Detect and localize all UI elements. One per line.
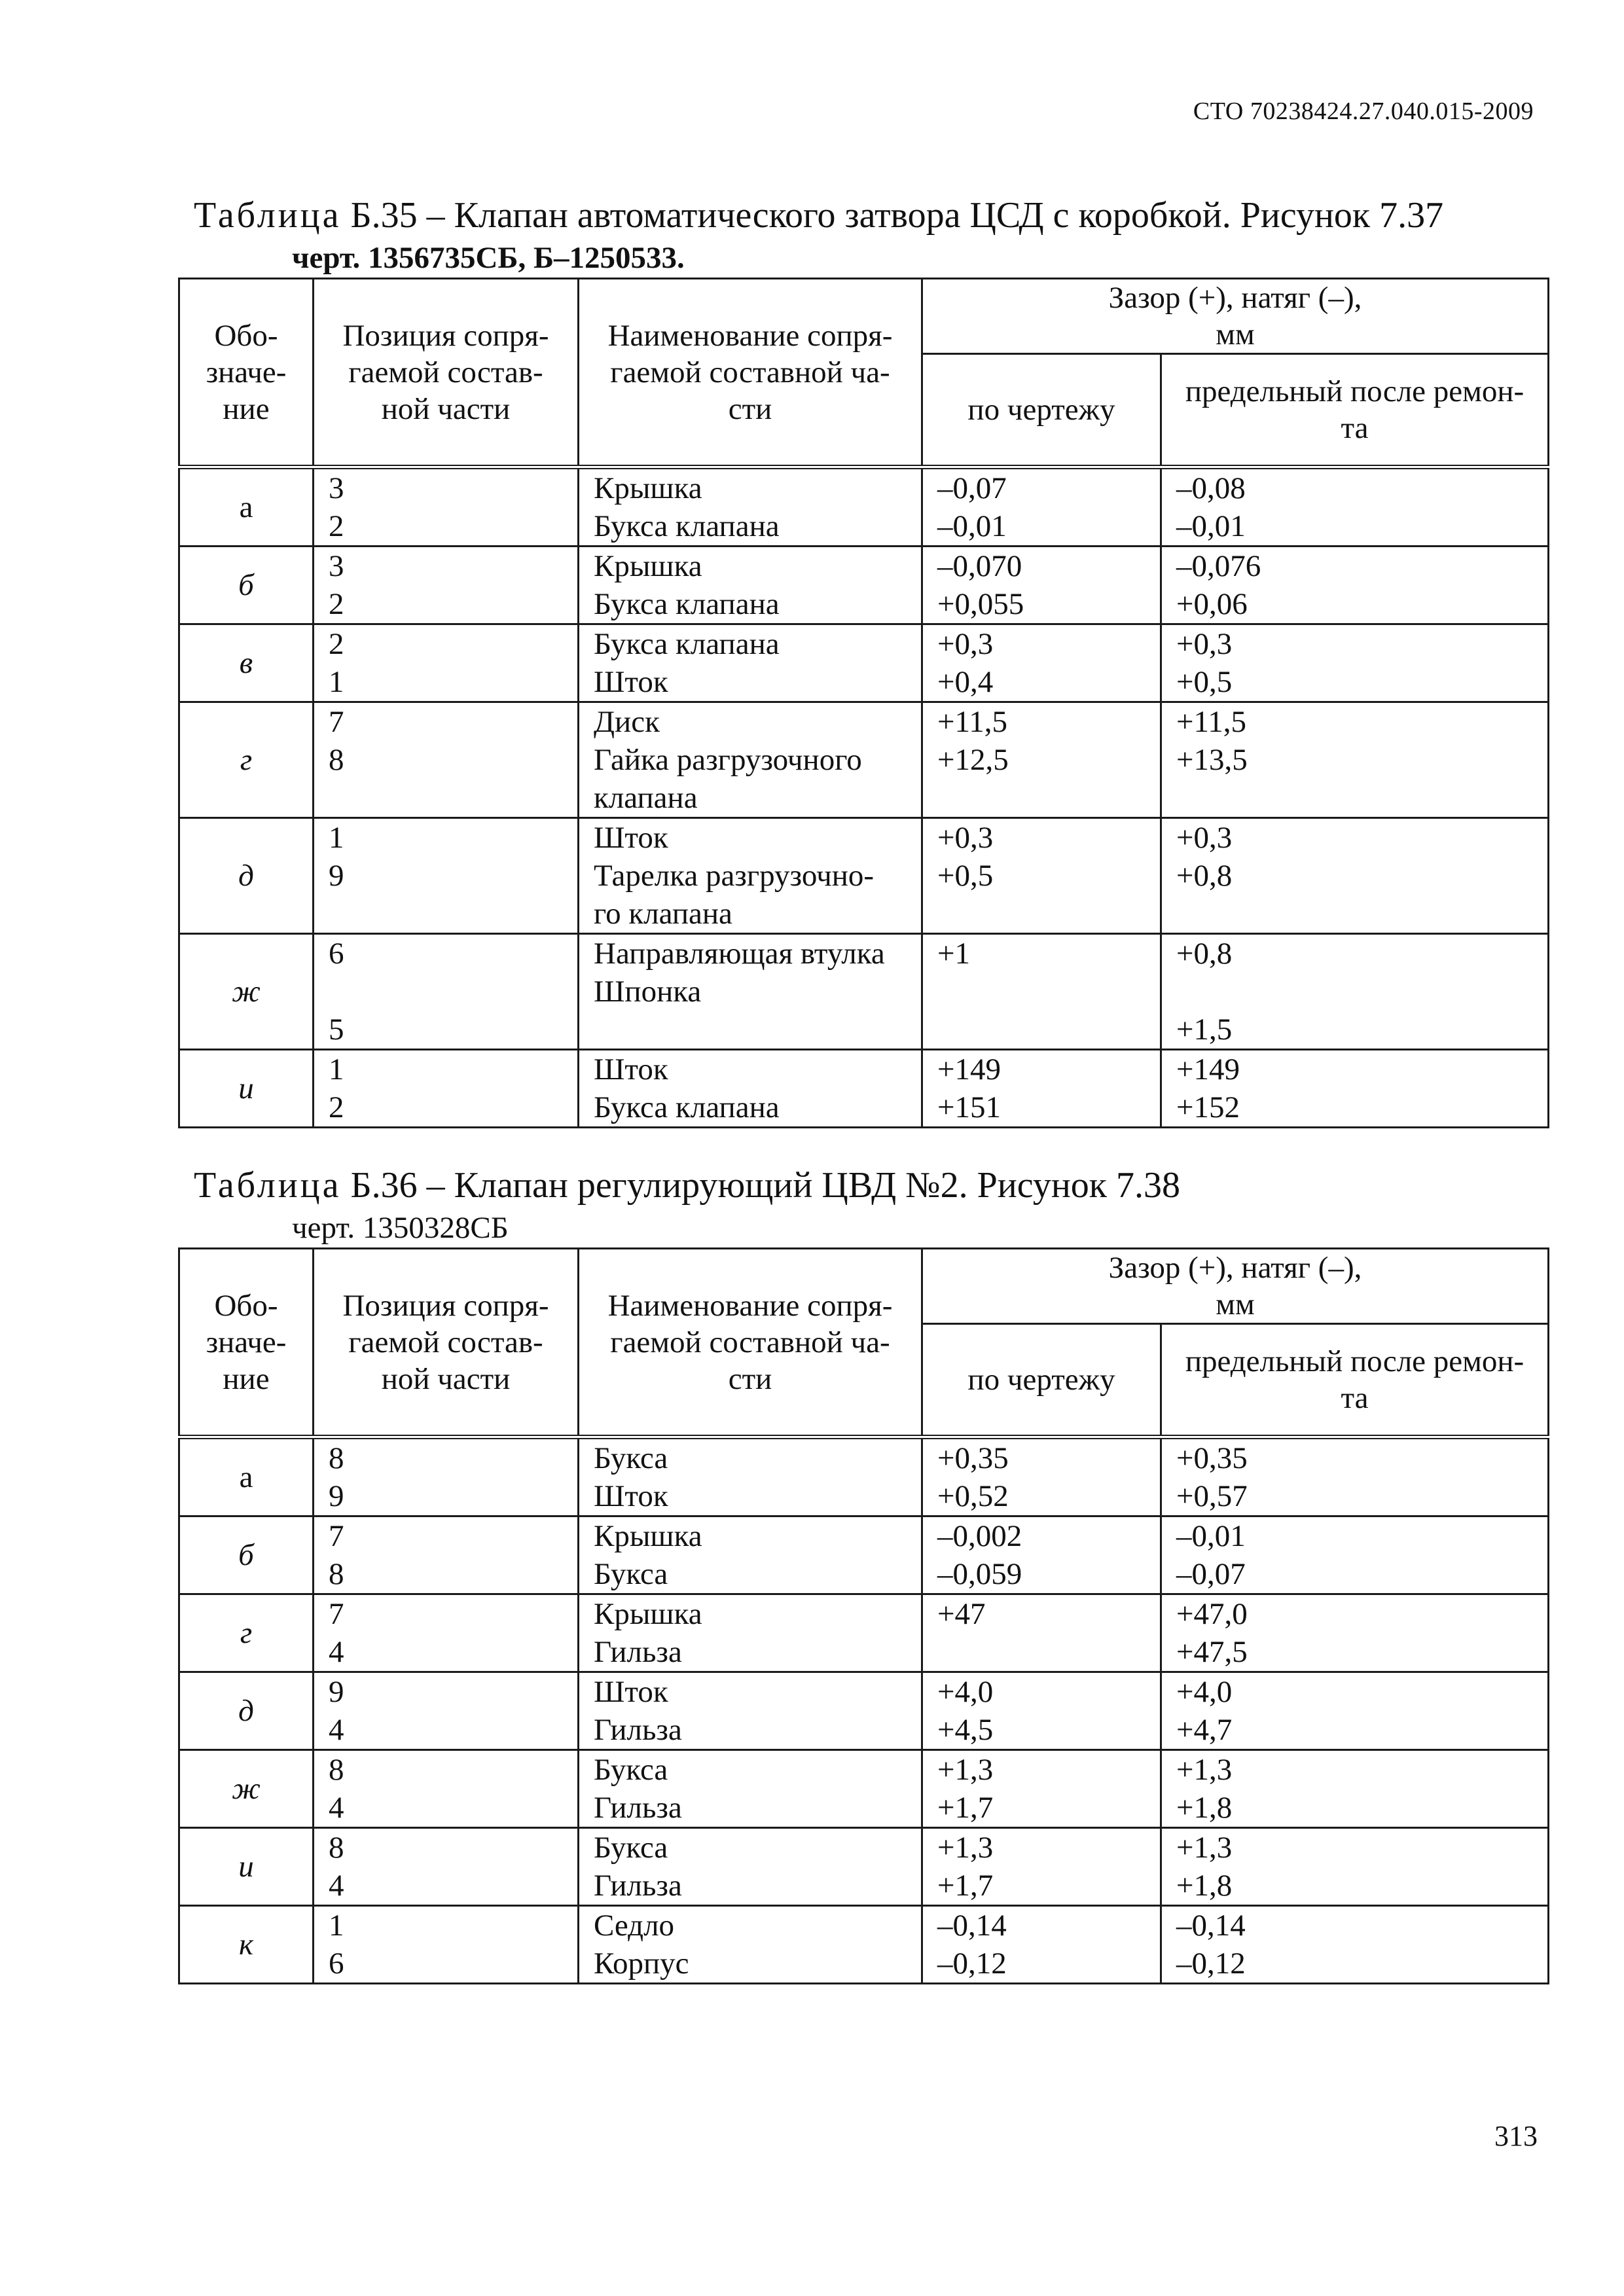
part-name-value: Букса: [594, 1441, 668, 1475]
position-value: 4: [329, 1635, 344, 1669]
limit-cell: [1161, 1594, 1549, 1672]
part-name-cell: [579, 1437, 922, 1516]
table-row: [179, 467, 1549, 547]
part-name-value: Букса: [594, 1753, 668, 1787]
by-drawing-cell: [922, 934, 1161, 1050]
by-drawing-value: [937, 779, 1160, 817]
part-name-value: Гильза: [594, 1713, 682, 1747]
header-limit-line: та: [1341, 411, 1369, 445]
limit-value: +4,0: [1176, 1675, 1233, 1709]
table-row: [179, 702, 1549, 818]
limit-cell: [1161, 624, 1549, 702]
limit-value: +1,8: [1176, 1791, 1233, 1825]
by-drawing-value: –0,07: [937, 471, 1007, 505]
header-limit-line: предельный после ремон-: [1185, 1344, 1525, 1378]
position-cell: [314, 1672, 579, 1750]
table-b35: [178, 278, 1549, 1128]
position-value: 2: [329, 1090, 344, 1124]
part-name-cell: [579, 1050, 922, 1128]
position-cell: [314, 624, 579, 702]
header-part-name: [579, 1249, 922, 1437]
position-cell: [314, 1594, 579, 1672]
by-drawing-value: +4,0: [937, 1675, 994, 1709]
header-position: [314, 1249, 579, 1437]
by-drawing-value: –0,059: [937, 1557, 1022, 1591]
by-drawing-cell: [922, 1594, 1161, 1672]
part-name-cell: [579, 1516, 922, 1594]
limit-value: –0,076: [1176, 549, 1261, 583]
position-value: 6: [329, 937, 344, 971]
part-name-value: Шпонка: [594, 975, 702, 1009]
part-name-value: [594, 1011, 921, 1049]
by-drawing-cell: [922, 818, 1161, 934]
position-value: [329, 779, 577, 817]
by-drawing-value: [937, 1011, 1160, 1049]
header-gap-line: Зазор (+), натяг (–),: [1108, 281, 1362, 315]
by-drawing-value: [937, 895, 1160, 933]
header-part-name-line: гаемой составной ча-: [610, 1325, 890, 1359]
position-value: 7: [329, 705, 344, 739]
position-value: 1: [329, 821, 344, 855]
part-name-value: Шток: [594, 665, 668, 699]
limit-cell: [1161, 934, 1549, 1050]
part-name-value: го клапана: [594, 897, 732, 931]
designation-cell: д: [179, 818, 314, 934]
part-name-value: Диск: [594, 705, 660, 739]
by-drawing-value: +0,4: [937, 665, 994, 699]
table-row: [179, 547, 1549, 624]
position-cell: [314, 1828, 579, 1906]
limit-value: +0,8: [1176, 859, 1233, 893]
caption-rest: Б.35 – Клапан автоматического затвора ЦСД с коробкой. Рисунок 7.37: [341, 195, 1444, 236]
header-part-name-line: сти: [728, 1361, 772, 1396]
header-position: [314, 279, 579, 467]
limit-value: –0,01: [1176, 1519, 1246, 1553]
position-value: [329, 895, 577, 933]
table-row: [179, 1750, 1549, 1828]
by-drawing-value: +1,3: [937, 1831, 994, 1865]
by-drawing-value: +0,3: [937, 627, 994, 661]
caption-rest: Б.36 – Клапан регулирующий ЦВД №2. Рисунок 7.38: [341, 1165, 1181, 1206]
limit-value: +47,5: [1176, 1635, 1248, 1669]
position-cell: [314, 1516, 579, 1594]
header-position-line: ной части: [381, 1361, 511, 1396]
part-name-value: Букса клапана: [594, 1090, 780, 1124]
limit-cell: [1161, 1750, 1549, 1828]
position-cell: [314, 934, 579, 1050]
position-value: 8: [329, 1557, 344, 1591]
by-drawing-value: –0,01: [937, 509, 1007, 543]
position-value: 7: [329, 1597, 344, 1631]
part-name-value: Корпус: [594, 1946, 689, 1981]
designation-cell: и: [179, 1828, 314, 1906]
part-name-value: Тарелка разгрузочно-: [594, 859, 875, 893]
position-cell: [314, 702, 579, 818]
header-gap-line: мм: [1216, 1287, 1255, 1321]
by-drawing-cell: [922, 1828, 1161, 1906]
by-drawing-cell: [922, 702, 1161, 818]
header-position-line: гаемой состав-: [348, 1325, 543, 1359]
limit-cell: [1161, 1516, 1549, 1594]
designation-cell: а: [179, 1437, 314, 1516]
table-row: [179, 1516, 1549, 1594]
by-drawing-value: +0,3: [937, 821, 994, 855]
limit-value: +47,0: [1176, 1597, 1248, 1631]
by-drawing-cell: [922, 1672, 1161, 1750]
by-drawing-cell: [922, 1050, 1161, 1128]
header-part-name-line: гаемой составной ча-: [610, 355, 890, 389]
designation-cell: ж: [179, 934, 314, 1050]
by-drawing-value: +0,5: [937, 859, 994, 893]
header-designation-line: ние: [223, 1361, 270, 1396]
limit-cell: [1161, 1906, 1549, 1984]
limit-value: +13,5: [1176, 743, 1248, 777]
designation-cell: б: [179, 1516, 314, 1594]
position-value: 9: [329, 1479, 344, 1513]
designation-cell: б: [179, 547, 314, 624]
position-value: 4: [329, 1869, 344, 1903]
table-row: [179, 1594, 1549, 1672]
by-drawing-value: –0,002: [937, 1519, 1022, 1553]
by-drawing-value: +0,055: [937, 587, 1024, 621]
part-name-cell: [579, 467, 922, 547]
limit-cell: [1161, 1828, 1549, 1906]
part-name-value: Крышка: [594, 1519, 702, 1553]
position-value: 4: [329, 1791, 344, 1825]
page-number: 313: [1494, 2120, 1538, 2152]
caption-lead: Таблица: [194, 195, 342, 236]
header-limit-after-repair: [1161, 1324, 1549, 1437]
limit-value: –0,12: [1176, 1946, 1246, 1981]
position-value: 1: [329, 1052, 344, 1086]
header-position-line: гаемой состав-: [348, 355, 543, 389]
caption-lead: Таблица: [194, 1165, 342, 1206]
by-drawing-value: +11,5: [937, 705, 1008, 739]
limit-value: +0,3: [1176, 821, 1233, 855]
limit-value: [1176, 779, 1547, 817]
position-value: 3: [329, 471, 344, 505]
position-value: 6: [329, 1946, 344, 1981]
designation-cell: г: [179, 702, 314, 818]
position-value: 1: [329, 1909, 344, 1943]
by-drawing-value: +4,5: [937, 1713, 994, 1747]
by-drawing-value: –0,12: [937, 1946, 1007, 1981]
position-value: 5: [329, 1013, 344, 1047]
header-designation: [179, 1249, 314, 1437]
header-designation-line: значе-: [206, 1325, 287, 1359]
position-cell: [314, 1437, 579, 1516]
by-drawing-cell: [922, 1906, 1161, 1984]
by-drawing-value: +1: [937, 937, 971, 971]
part-name-value: Шток: [594, 1052, 668, 1086]
position-value: [329, 973, 577, 1011]
limit-value: –0,01: [1176, 509, 1246, 543]
header-limit-line: та: [1341, 1381, 1369, 1415]
by-drawing-value: +47: [937, 1597, 986, 1631]
header-designation-line: Обо-: [214, 318, 278, 353]
header-by-drawing: по чертежу: [922, 1324, 1161, 1437]
limit-value: [1176, 895, 1547, 933]
position-value: 9: [329, 1675, 344, 1709]
position-value: 8: [329, 1831, 344, 1865]
header-by-drawing: по чертежу: [922, 354, 1161, 467]
by-drawing-value: [937, 1633, 1160, 1671]
part-name-cell: [579, 1750, 922, 1828]
part-name-cell: [579, 1828, 922, 1906]
limit-value: +0,3: [1176, 627, 1233, 661]
header-part-name-line: Наименование сопря-: [607, 1288, 893, 1323]
by-drawing-cell: [922, 547, 1161, 624]
table-b35-drawing-ref: черт. 1356735СБ, Б–1250533.: [292, 241, 685, 275]
position-value: 9: [329, 859, 344, 893]
position-value: 2: [329, 509, 344, 543]
header-position-line: ной части: [381, 391, 511, 426]
part-name-cell: [579, 702, 922, 818]
header-part-name-line: Наименование сопря-: [607, 318, 893, 353]
designation-cell: к: [179, 1906, 314, 1984]
part-name-cell: [579, 1906, 922, 1984]
part-name-value: Шток: [594, 821, 668, 855]
header-designation-line: Обо-: [214, 1288, 278, 1323]
limit-value: +0,06: [1176, 587, 1248, 621]
limit-value: +0,5: [1176, 665, 1233, 699]
position-cell: [314, 1750, 579, 1828]
position-value: 4: [329, 1713, 344, 1747]
by-drawing-value: –0,070: [937, 549, 1022, 583]
by-drawing-value: +149: [937, 1052, 1001, 1086]
part-name-value: Седло: [594, 1909, 675, 1943]
limit-value: +0,57: [1176, 1479, 1248, 1513]
position-value: 3: [329, 549, 344, 583]
by-drawing-value: +0,52: [937, 1479, 1009, 1513]
limit-value: –0,07: [1176, 1557, 1246, 1591]
limit-cell: [1161, 702, 1549, 818]
position-value: 7: [329, 1519, 344, 1553]
part-name-value: Гильза: [594, 1791, 682, 1825]
by-drawing-value: +1,3: [937, 1753, 994, 1787]
part-name-value: Крышка: [594, 471, 702, 505]
part-name-value: Гильза: [594, 1869, 682, 1903]
document-code: СТО 70238424.27.040.015-2009: [1193, 98, 1534, 125]
designation-cell: г: [179, 1594, 314, 1672]
header-position-line: Позиция сопря-: [342, 318, 549, 353]
part-name-cell: [579, 547, 922, 624]
table-row: [179, 1050, 1549, 1128]
limit-cell: [1161, 1672, 1549, 1750]
part-name-value: Шток: [594, 1479, 668, 1513]
by-drawing-cell: [922, 1437, 1161, 1516]
limit-value: +1,3: [1176, 1831, 1233, 1865]
limit-value: +149: [1176, 1052, 1240, 1086]
table-b36-caption: [194, 1164, 1180, 1207]
part-name-value: Крышка: [594, 549, 702, 583]
part-name-value: Направляющая втулка: [594, 937, 885, 971]
table-b36: [178, 1247, 1549, 1984]
part-name-cell: [579, 934, 922, 1050]
position-cell: [314, 1906, 579, 1984]
limit-value: +4,7: [1176, 1713, 1233, 1747]
limit-value: [1176, 973, 1547, 1011]
limit-cell: [1161, 818, 1549, 934]
part-name-cell: [579, 1594, 922, 1672]
position-value: 2: [329, 587, 344, 621]
header-part-name: [579, 279, 922, 467]
limit-value: +11,5: [1176, 705, 1247, 739]
limit-value: +0,8: [1176, 937, 1233, 971]
limit-cell: [1161, 547, 1549, 624]
by-drawing-cell: [922, 1516, 1161, 1594]
limit-value: +152: [1176, 1090, 1240, 1124]
table-row: [179, 1437, 1549, 1516]
designation-cell: а: [179, 467, 314, 547]
part-name-cell: [579, 624, 922, 702]
header-designation-line: ние: [223, 391, 270, 426]
header-part-name-line: сти: [728, 391, 772, 426]
limit-value: +1,8: [1176, 1869, 1233, 1903]
table-row: [179, 818, 1549, 934]
header-gap-interference: [922, 279, 1549, 354]
position-value: 1: [329, 665, 344, 699]
by-drawing-value: +1,7: [937, 1869, 994, 1903]
part-name-cell: [579, 818, 922, 934]
position-cell: [314, 818, 579, 934]
by-drawing-cell: [922, 467, 1161, 547]
table-b35-caption: [194, 194, 1443, 237]
part-name-value: Букса клапана: [594, 587, 780, 621]
position-value: 2: [329, 627, 344, 661]
limit-value: +0,35: [1176, 1441, 1248, 1475]
part-name-value: Букса: [594, 1557, 668, 1591]
by-drawing-value: +151: [937, 1090, 1001, 1124]
part-name-value: Букса клапана: [594, 509, 780, 543]
part-name-value: Букса: [594, 1831, 668, 1865]
part-name-value: Гайка разгрузочного: [594, 743, 862, 777]
position-cell: [314, 467, 579, 547]
position-value: 8: [329, 1441, 344, 1475]
limit-value: +1,3: [1176, 1753, 1233, 1787]
by-drawing-value: +0,35: [937, 1441, 1009, 1475]
by-drawing-value: +12,5: [937, 743, 1009, 777]
by-drawing-value: [937, 973, 1160, 1011]
part-name-value: Букса клапана: [594, 627, 780, 661]
part-name-cell: [579, 1672, 922, 1750]
header-limit-line: предельный после ремон-: [1185, 374, 1525, 408]
part-name-value: Шток: [594, 1675, 668, 1709]
table-row: [179, 1906, 1549, 1984]
limit-value: +1,5: [1176, 1013, 1233, 1047]
header-designation: [179, 279, 314, 467]
designation-cell: ж: [179, 1750, 314, 1828]
header-limit-after-repair: [1161, 354, 1549, 467]
by-drawing-value: –0,14: [937, 1909, 1007, 1943]
designation-cell: и: [179, 1050, 314, 1128]
limit-value: –0,08: [1176, 471, 1246, 505]
position-value: 8: [329, 743, 344, 777]
table-b36-drawing-ref: черт. 1350328СБ: [292, 1211, 509, 1245]
limit-cell: [1161, 467, 1549, 547]
part-name-value: Гильза: [594, 1635, 682, 1669]
by-drawing-cell: [922, 1750, 1161, 1828]
table-row: [179, 1828, 1549, 1906]
position-cell: [314, 547, 579, 624]
position-cell: [314, 1050, 579, 1128]
position-value: 8: [329, 1753, 344, 1787]
header-position-line: Позиция сопря-: [342, 1288, 549, 1323]
header-gap-line: Зазор (+), натяг (–),: [1108, 1251, 1362, 1285]
by-drawing-cell: [922, 624, 1161, 702]
header-gap-line: мм: [1216, 317, 1255, 351]
part-name-value: клапана: [594, 781, 698, 815]
table-row: [179, 934, 1549, 1050]
designation-cell: д: [179, 1672, 314, 1750]
designation-cell: в: [179, 624, 314, 702]
limit-cell: [1161, 1050, 1549, 1128]
limit-value: –0,14: [1176, 1909, 1246, 1943]
header-designation-line: значе-: [206, 355, 287, 389]
table-row: [179, 624, 1549, 702]
header-gap-interference: [922, 1249, 1549, 1324]
by-drawing-value: +1,7: [937, 1791, 994, 1825]
part-name-value: Крышка: [594, 1597, 702, 1631]
limit-cell: [1161, 1437, 1549, 1516]
table-row: [179, 1672, 1549, 1750]
